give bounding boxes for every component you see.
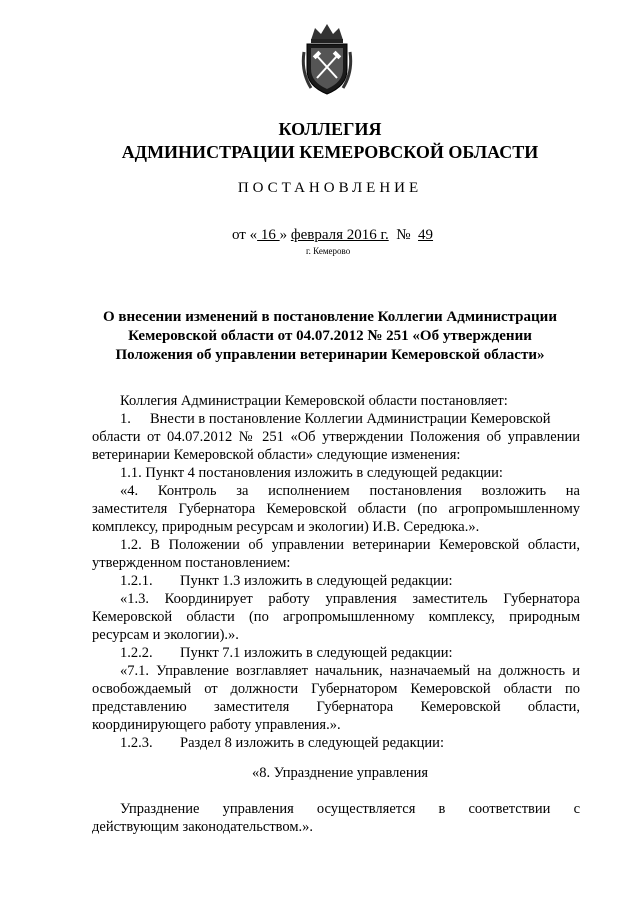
para-1-2-2-number: 1.2.2. bbox=[120, 645, 153, 661]
date-prefix: от « bbox=[232, 227, 258, 243]
subject-line2: Кемеровской области от 04.07.2012 № 251 «Об утверждении bbox=[128, 328, 532, 344]
org-title-line2: АДМИНИСТРАЦИИ КЕМЕРОВСКОЙ ОБЛАСТИ bbox=[121, 142, 539, 162]
city-label: г. Кемерово bbox=[306, 246, 351, 256]
para-1-2-3-text: Раздел 8 изложить в следующей редакции: bbox=[180, 735, 444, 751]
body-intro: Коллегия Администрации Кемеровской области постановляет: bbox=[120, 393, 508, 409]
para-1-line3: ветеринарии Кемеровской области» следующие изменения: bbox=[92, 447, 461, 463]
subject-line1: О внесении изменений в постановление Коллегии Администрации bbox=[103, 309, 557, 325]
para-1-2-2 bbox=[120, 644, 453, 662]
para-1-2-line2: утвержденном постановлением: bbox=[92, 555, 291, 571]
quote-7-1-line1: «7.1. Управление возглавляет начальник, назначаемый на должность и bbox=[120, 663, 580, 679]
quote-7-1-line2: освобождаемый от должности Губернатором Кемеровской области по bbox=[92, 681, 580, 697]
para-1-line2: области от 04.07.2012 № 251 «Об утверждении Положения об управлении bbox=[92, 429, 580, 445]
quote-4-line3: комплексу, природным ресурсам и экологии) И.В. Середюка.». bbox=[92, 519, 480, 535]
para-1-2-1 bbox=[120, 572, 453, 590]
section-8-line2: действующим законодательством.». bbox=[92, 819, 314, 835]
quote-4-line2: заместителя Губернатора Кемеровской области (по агропромышленному bbox=[92, 501, 580, 517]
kemerovo-coat-of-arms-icon bbox=[301, 22, 353, 96]
para-1-2-3-number: 1.2.3. bbox=[120, 735, 153, 751]
date-month-year: февраля 2016 г. bbox=[290, 227, 389, 243]
section-8-title: «8. Упразднение управления bbox=[251, 765, 429, 781]
para-1-2-1-number: 1.2.1. bbox=[120, 573, 153, 589]
document-type: ПОСТАНОВЛЕНИЕ bbox=[237, 180, 423, 196]
subject-line3: Положения об управлении ветеринарии Кемеровской области» bbox=[115, 347, 545, 363]
section-8-line1: Упразднение управления осуществляется в соответствии с bbox=[120, 801, 580, 817]
quote-1-3-line2: Кемеровской области (по агропромышленному комплексу, природным bbox=[92, 609, 580, 625]
para-1-number: 1. bbox=[120, 411, 131, 427]
para-1-2-3 bbox=[120, 734, 444, 752]
para-1-2-1-text: Пункт 1.3 изложить в следующей редакции: bbox=[180, 573, 453, 589]
document-number: 49 bbox=[418, 227, 434, 243]
date-number-line bbox=[232, 227, 433, 244]
para-1-2-2-text: Пункт 7.1 изложить в следующей редакции: bbox=[180, 645, 453, 661]
quote-4-line1: «4. Контроль за исполнением постановления возложить на bbox=[120, 483, 580, 499]
org-title-line1: КОЛЛЕГИЯ bbox=[278, 119, 382, 139]
quote-7-1-line4: координирующего работу управления.». bbox=[92, 717, 341, 733]
quote-7-1-line3: представлению заместителя Губернатора Кемеровской области, bbox=[92, 699, 580, 715]
para-1-1: 1.1. Пункт 4 постановления изложить в следующей редакции: bbox=[120, 465, 503, 481]
para-1-2-line1: 1.2. В Положении об управлении ветеринарии Кемеровской области, bbox=[120, 537, 580, 553]
quote-1-3-line3: ресурсам и экологии).». bbox=[92, 627, 239, 643]
quote-1-3-line1: «1.3. Координирует работу управления заместитель Губернатора bbox=[120, 591, 580, 607]
date-day: 16 bbox=[257, 227, 280, 243]
para-1-line1 bbox=[120, 410, 551, 428]
date-mid: » bbox=[279, 227, 291, 243]
number-label: № bbox=[388, 227, 419, 243]
para-1-text-a: Внести в постановление Коллегии Администрации Кемеровской bbox=[150, 411, 551, 427]
